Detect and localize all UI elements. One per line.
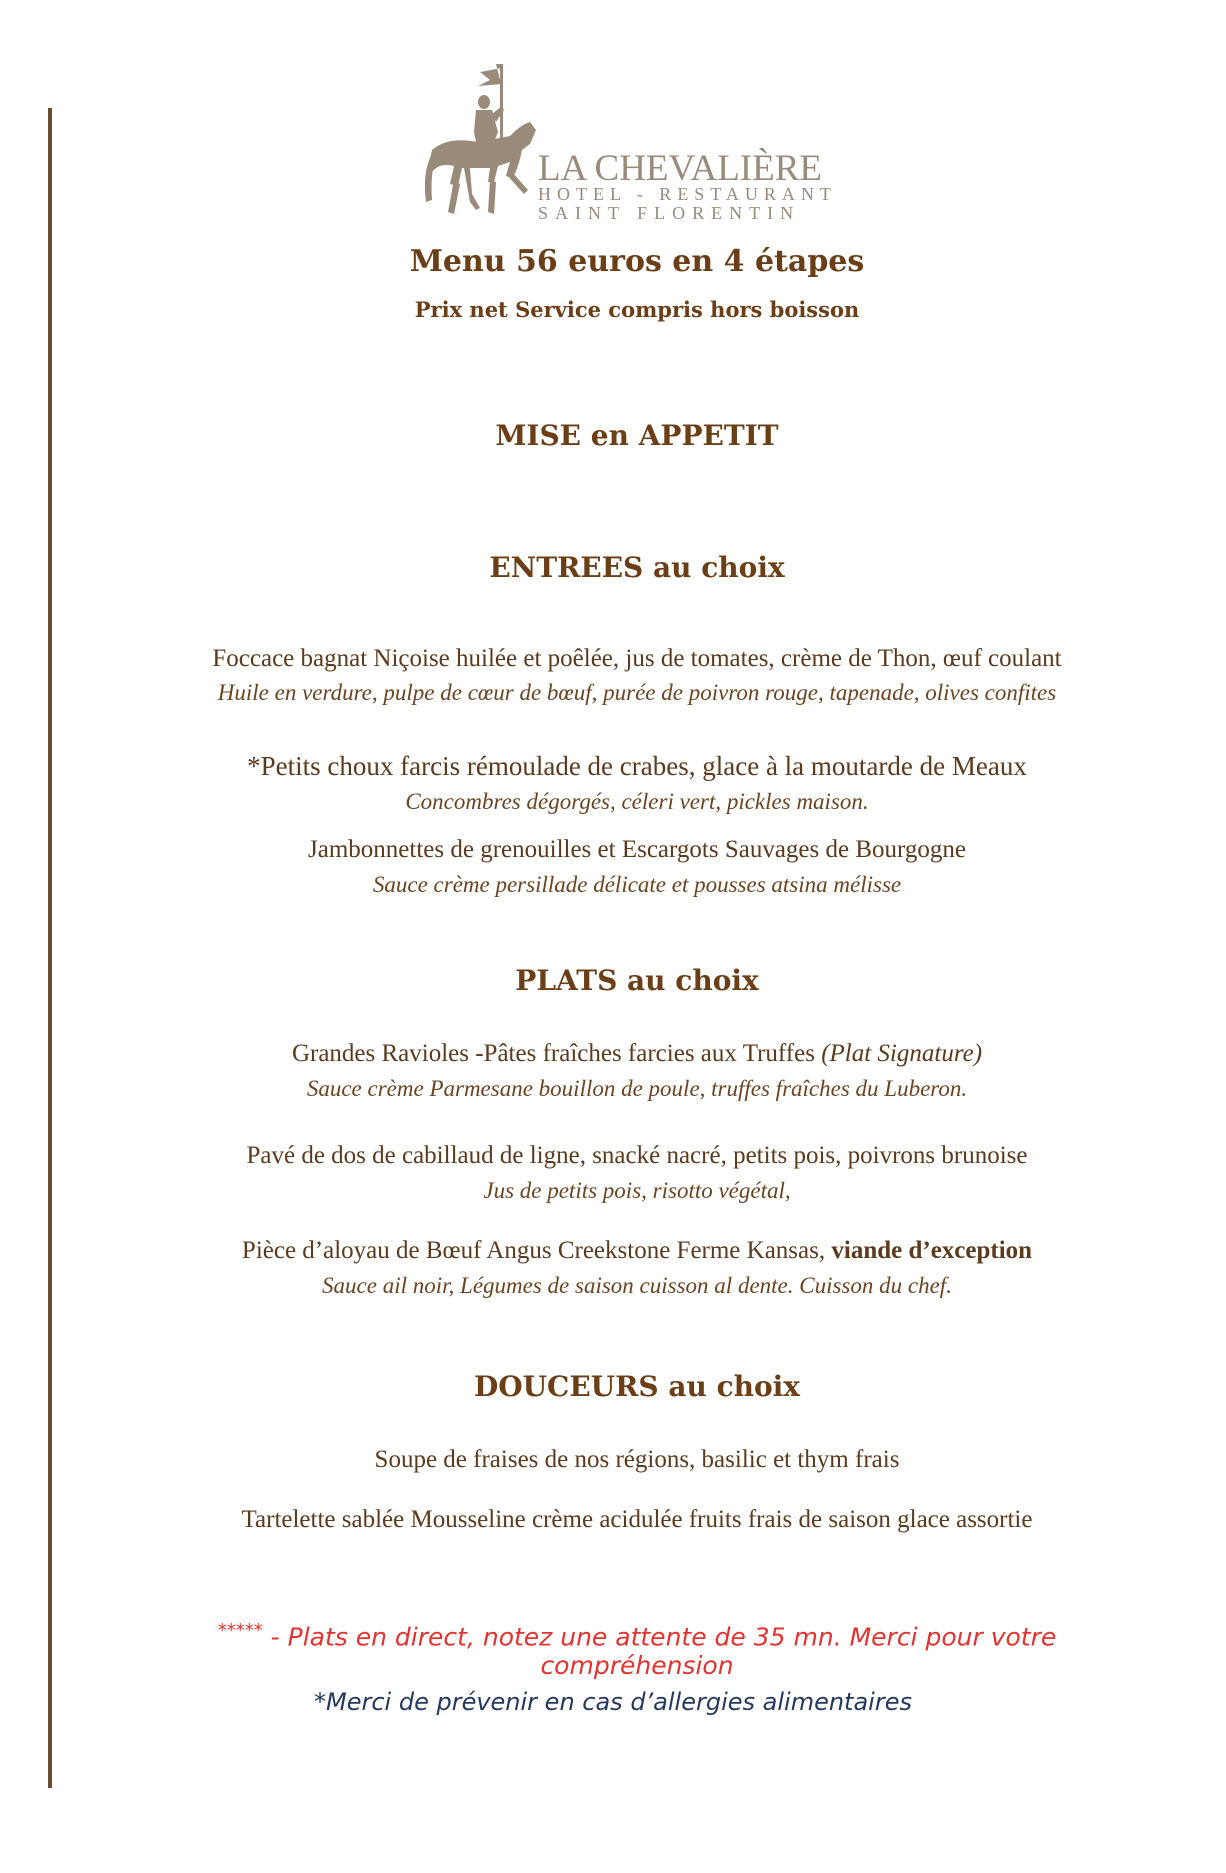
section-mise-en-appetit: MISE en APPETIT	[495, 419, 779, 452]
entree-2-name: *Petits choux farcis rémoulade de crabes, glace à la moutarde de Meaux	[247, 751, 1027, 781]
plat-2-name: Pavé de dos de cabillaud de ligne, snacké nacré, petits pois, poivrons brunoise	[246, 1142, 1028, 1169]
entree-1-name: Foccace bagnat Niçoise huilée et poêlée, jus de tomates, crème de Thon, œuf coulant	[212, 645, 1062, 672]
douceur-1-name: Soupe de fraises de nos régions, basilic et thym frais	[374, 1446, 900, 1473]
plat-3-desc: Sauce ail noir, Légumes de saison cuisson al dente. Cuisson du chef.	[322, 1273, 952, 1298]
section-plats: PLATS au choix	[515, 964, 759, 997]
menu-title: Menu 56 euros en 4 étapes	[409, 244, 865, 279]
note-allergies: *Merci de prévenir en cas d’allergies alimentaires	[314, 1688, 912, 1716]
note-direct-text: - Plats en direct, notez une attente de 35 mn. Merci pour votre compréhension	[262, 1622, 1057, 1681]
entree-3-name: Jambonnettes de grenouilles et Escargots Sauvages de Bourgogne	[308, 836, 966, 863]
note-live-cooking	[120, 1620, 1154, 1680]
plat-3-exception-label: viande d’exception	[831, 1237, 1033, 1264]
brand-hotel-restaurant: HOTEL - RESTAURANT	[538, 184, 837, 204]
section-entrees: ENTREES au choix	[489, 551, 785, 584]
plat-1-desc: Sauce crème Parmesane bouillon de poule, truffes fraîches du Luberon.	[306, 1076, 968, 1101]
entree-2-desc: Concombres dégorgés, céleri vert, pickles maison.	[405, 789, 869, 814]
plat-1-line	[120, 1040, 1154, 1068]
plat-1-name: Grandes Ravioles -Pâtes fraîches farcies aux Truffes	[291, 1040, 815, 1067]
entree-3-desc: Sauce crème persillade délicate et pousses atsina mélisse	[372, 872, 902, 897]
section-douceurs: DOUCEURS au choix	[473, 1370, 801, 1403]
menu-subtitle: Prix net Service compris hors boisson	[414, 297, 860, 322]
plat-1-signature-tag: (Plat Signature)	[821, 1040, 983, 1067]
plat-3-line	[120, 1237, 1154, 1265]
brand-name: LA CHEVALIÈRE	[538, 148, 823, 189]
plat-2-desc: Jus de petits pois, risotto végétal,	[483, 1178, 791, 1203]
entree-1-desc: Huile en verdure, pulpe de cœur de bœuf, purée de poivron rouge, tapenade, olives confites	[217, 680, 1057, 705]
brand-location: SAINT FLORENTIN	[538, 203, 801, 223]
note-stars: *****	[217, 1620, 263, 1641]
plat-3-name: Pièce d’aloyau de Bœuf Angus Creekstone Ferme Kansas,	[241, 1237, 826, 1264]
left-border-rule	[48, 108, 52, 1788]
douceur-2-name: Tartelette sablée Mousseline crème acidulée fruits frais de saison glace assortie	[241, 1506, 1033, 1533]
